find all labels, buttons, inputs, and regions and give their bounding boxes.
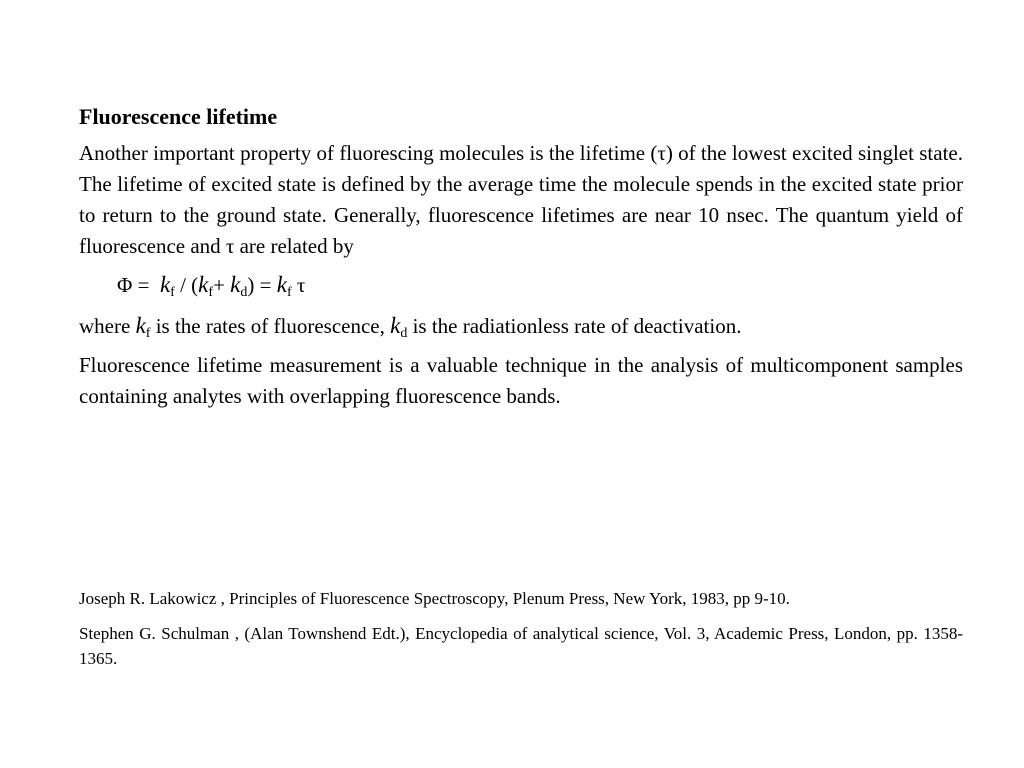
- main-content: [79, 102, 963, 412]
- kf-variable: k: [159, 272, 171, 297]
- kd-variable: k: [230, 272, 241, 297]
- tau-symbol: τ: [296, 273, 306, 297]
- d-subscript: d: [400, 326, 408, 341]
- where-word: where: [79, 314, 131, 338]
- d-subscript: d: [240, 285, 248, 300]
- f-subscript: f: [286, 285, 292, 300]
- kf-variable: k: [135, 313, 146, 338]
- kf-definition: is the rates of fluorescence,: [155, 314, 385, 338]
- f-subscript: f: [170, 285, 175, 300]
- where-definition-line: [79, 310, 963, 342]
- references: [79, 586, 963, 681]
- quantum-yield-formula: [117, 270, 963, 300]
- formula-plus: +: [213, 273, 225, 297]
- f-subscript: f: [145, 326, 151, 341]
- formula-divide: / (: [180, 273, 199, 297]
- kd-variable: k: [390, 313, 401, 338]
- phi-symbol: Φ =: [117, 273, 150, 297]
- paragraph-lifetime-measurement: Fluorescence lifetime measurement is a valuable technique in the analysis of multicomponent samples containing analytes with overlapping fluorescence bands.: [79, 353, 963, 408]
- kf-variable: k: [276, 272, 287, 297]
- section-title: Fluorescence lifetime: [79, 104, 278, 129]
- reference-item: Joseph R. Lakowicz , Principles of Fluorescence Spectroscopy, Plenum Press, New York, 1983, pp 9-10.: [79, 589, 790, 608]
- kd-definition: is the radiationless rate of deactivation.: [412, 314, 742, 338]
- f-subscript: f: [208, 285, 214, 300]
- kf-variable: k: [198, 272, 209, 297]
- reference-item: Stephen G. Schulman , (Alan Townshend Edt.), Encyclopedia of analytical science, Vol. 3, Academic Press, London, pp. 1358-1365.: [79, 624, 963, 668]
- formula-equals: ) =: [247, 273, 272, 297]
- paragraph-lifetime-intro: Another important property of fluorescing molecules is the lifetime (τ) of the lowest excited singlet state. The lifetime of excited state is defined by the average time the molecule spends in the excited state prior to return to the ground state. Generally, fluorescence lifetimes are near 10 nsec. The quantum yield of fluorescence and τ are related by: [79, 141, 963, 258]
